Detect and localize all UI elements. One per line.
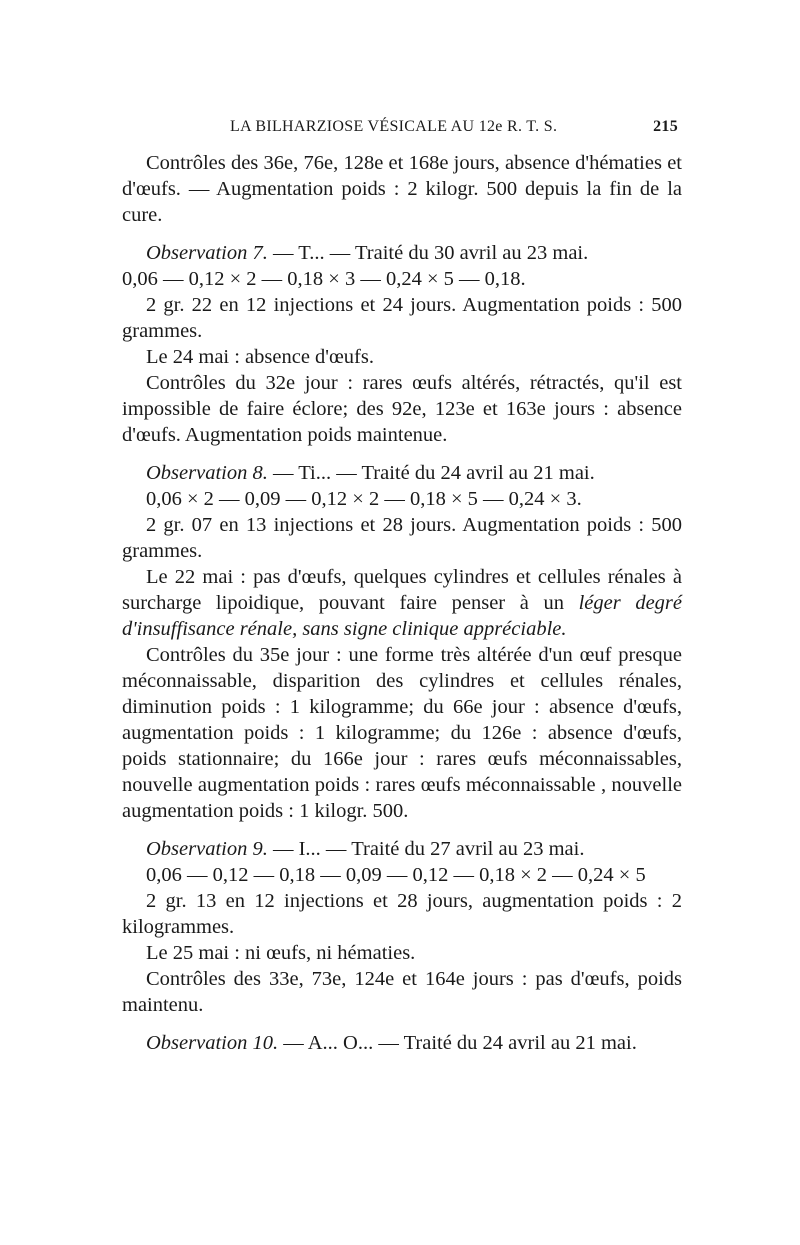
observation-7-doses: 0,06 — 0,12 × 2 — 0,18 × 3 — 0,24 × 5 — 0,18. [122,268,526,290]
observation-8-doses: 0,06 × 2 — 0,09 — 0,12 × 2 — 0,18 × 5 — 0,24 × 3. [146,488,582,510]
running-head [122,118,682,142]
observation-7-summary: — T... — Traité du 30 avril au 23 mai. [267,242,589,264]
observation-9-doses: 0,06 — 0,12 — 0,18 — 0,09 — 0,12 — 0,18 × 2 — 0,24 × 5 [146,864,646,886]
observation-9-summary: — I... — Traité du 27 avril au 23 mai. [267,838,585,860]
observation-8-label: Observation 8. [146,462,268,484]
observation-7-dose-total: 2 gr. 22 en 12 injections et 24 jours. Augmentation poids : 500 grammes. [122,294,682,342]
observation-9-controls: Contrôles des 33e, 73e, 124e et 164e jours : pas d'œufs, poids maintenu. [122,968,682,1016]
observation-8-may-exam [122,564,682,642]
page-number: 215 [653,118,678,135]
observation-10-label: Observation 10. [146,1032,279,1054]
observation-8-may-exam-italic: léger degré d'insuffisance rénale, sans signe clinique appréciable. [122,592,682,640]
observation-8-heading [122,460,682,486]
observation-9-label: Observation 9. [146,838,268,860]
paragraph-controls-obs6: Contrôles des 36e, 76e, 128e et 168e jours, absence d'hématies et d'œufs. — Augmentation poids : 2 kilogr. 500 depuis la fin de la cure. [122,152,682,226]
observation-9-dose-total: 2 gr. 13 en 12 injections et 28 jours, augmentation poids : 2 kilogrammes. [122,890,682,938]
observation-8-controls: Contrôles du 35e jour : une forme très altérée d'un œuf presque méconnaissable, disparition des cylindres et cellules rénales, diminution poids : 1 kilogramme; du 66e jour : absence d'œufs, augmentation poids : 1 kilogramme; du 126e : absence d'œufs, poids stationnaire; du 166e jour : rares œufs méconnaissables, nouvelle augmentation poids : rares œufs méconnaissable , nouvelle augmentation poids : 1 kilogr. 500. [122,644,682,822]
observation-8-dose-total: 2 gr. 07 en 13 injections et 28 jours. Augmentation poids : 500 grammes. [122,514,682,562]
observation-7-may-exam: Le 24 mai : absence d'œufs. [146,346,374,368]
observation-7-controls: Contrôles du 32e jour : rares œufs altérés, rétractés, qu'il est impossible de faire éclore; des 92e, 123e et 163e jours : absence d'œufs. Augmentation poids maintenue. [122,372,682,446]
observation-10-heading [122,1030,682,1056]
observation-7-heading [122,240,682,266]
observation-9-heading [122,836,682,862]
observation-9-may-exam: Le 25 mai : ni œufs, ni hématies. [146,942,416,964]
observation-10-summary: — A... O... — Traité du 24 avril au 21 mai. [278,1032,637,1054]
observation-7-label: Observation 7. [146,242,268,264]
running-title: LA BILHARZIOSE VÉSICALE AU 12e R. T. S. [230,118,558,135]
page-text [122,150,682,1056]
observation-8-may-exam-text: Le 22 mai : pas d'œufs, quelques cylindres et cellules rénales à surcharge lipoidique, pouvant faire penser à un [122,566,682,614]
observation-8-summary: — Ti... — Traité du 24 avril au 21 mai. [267,462,595,484]
